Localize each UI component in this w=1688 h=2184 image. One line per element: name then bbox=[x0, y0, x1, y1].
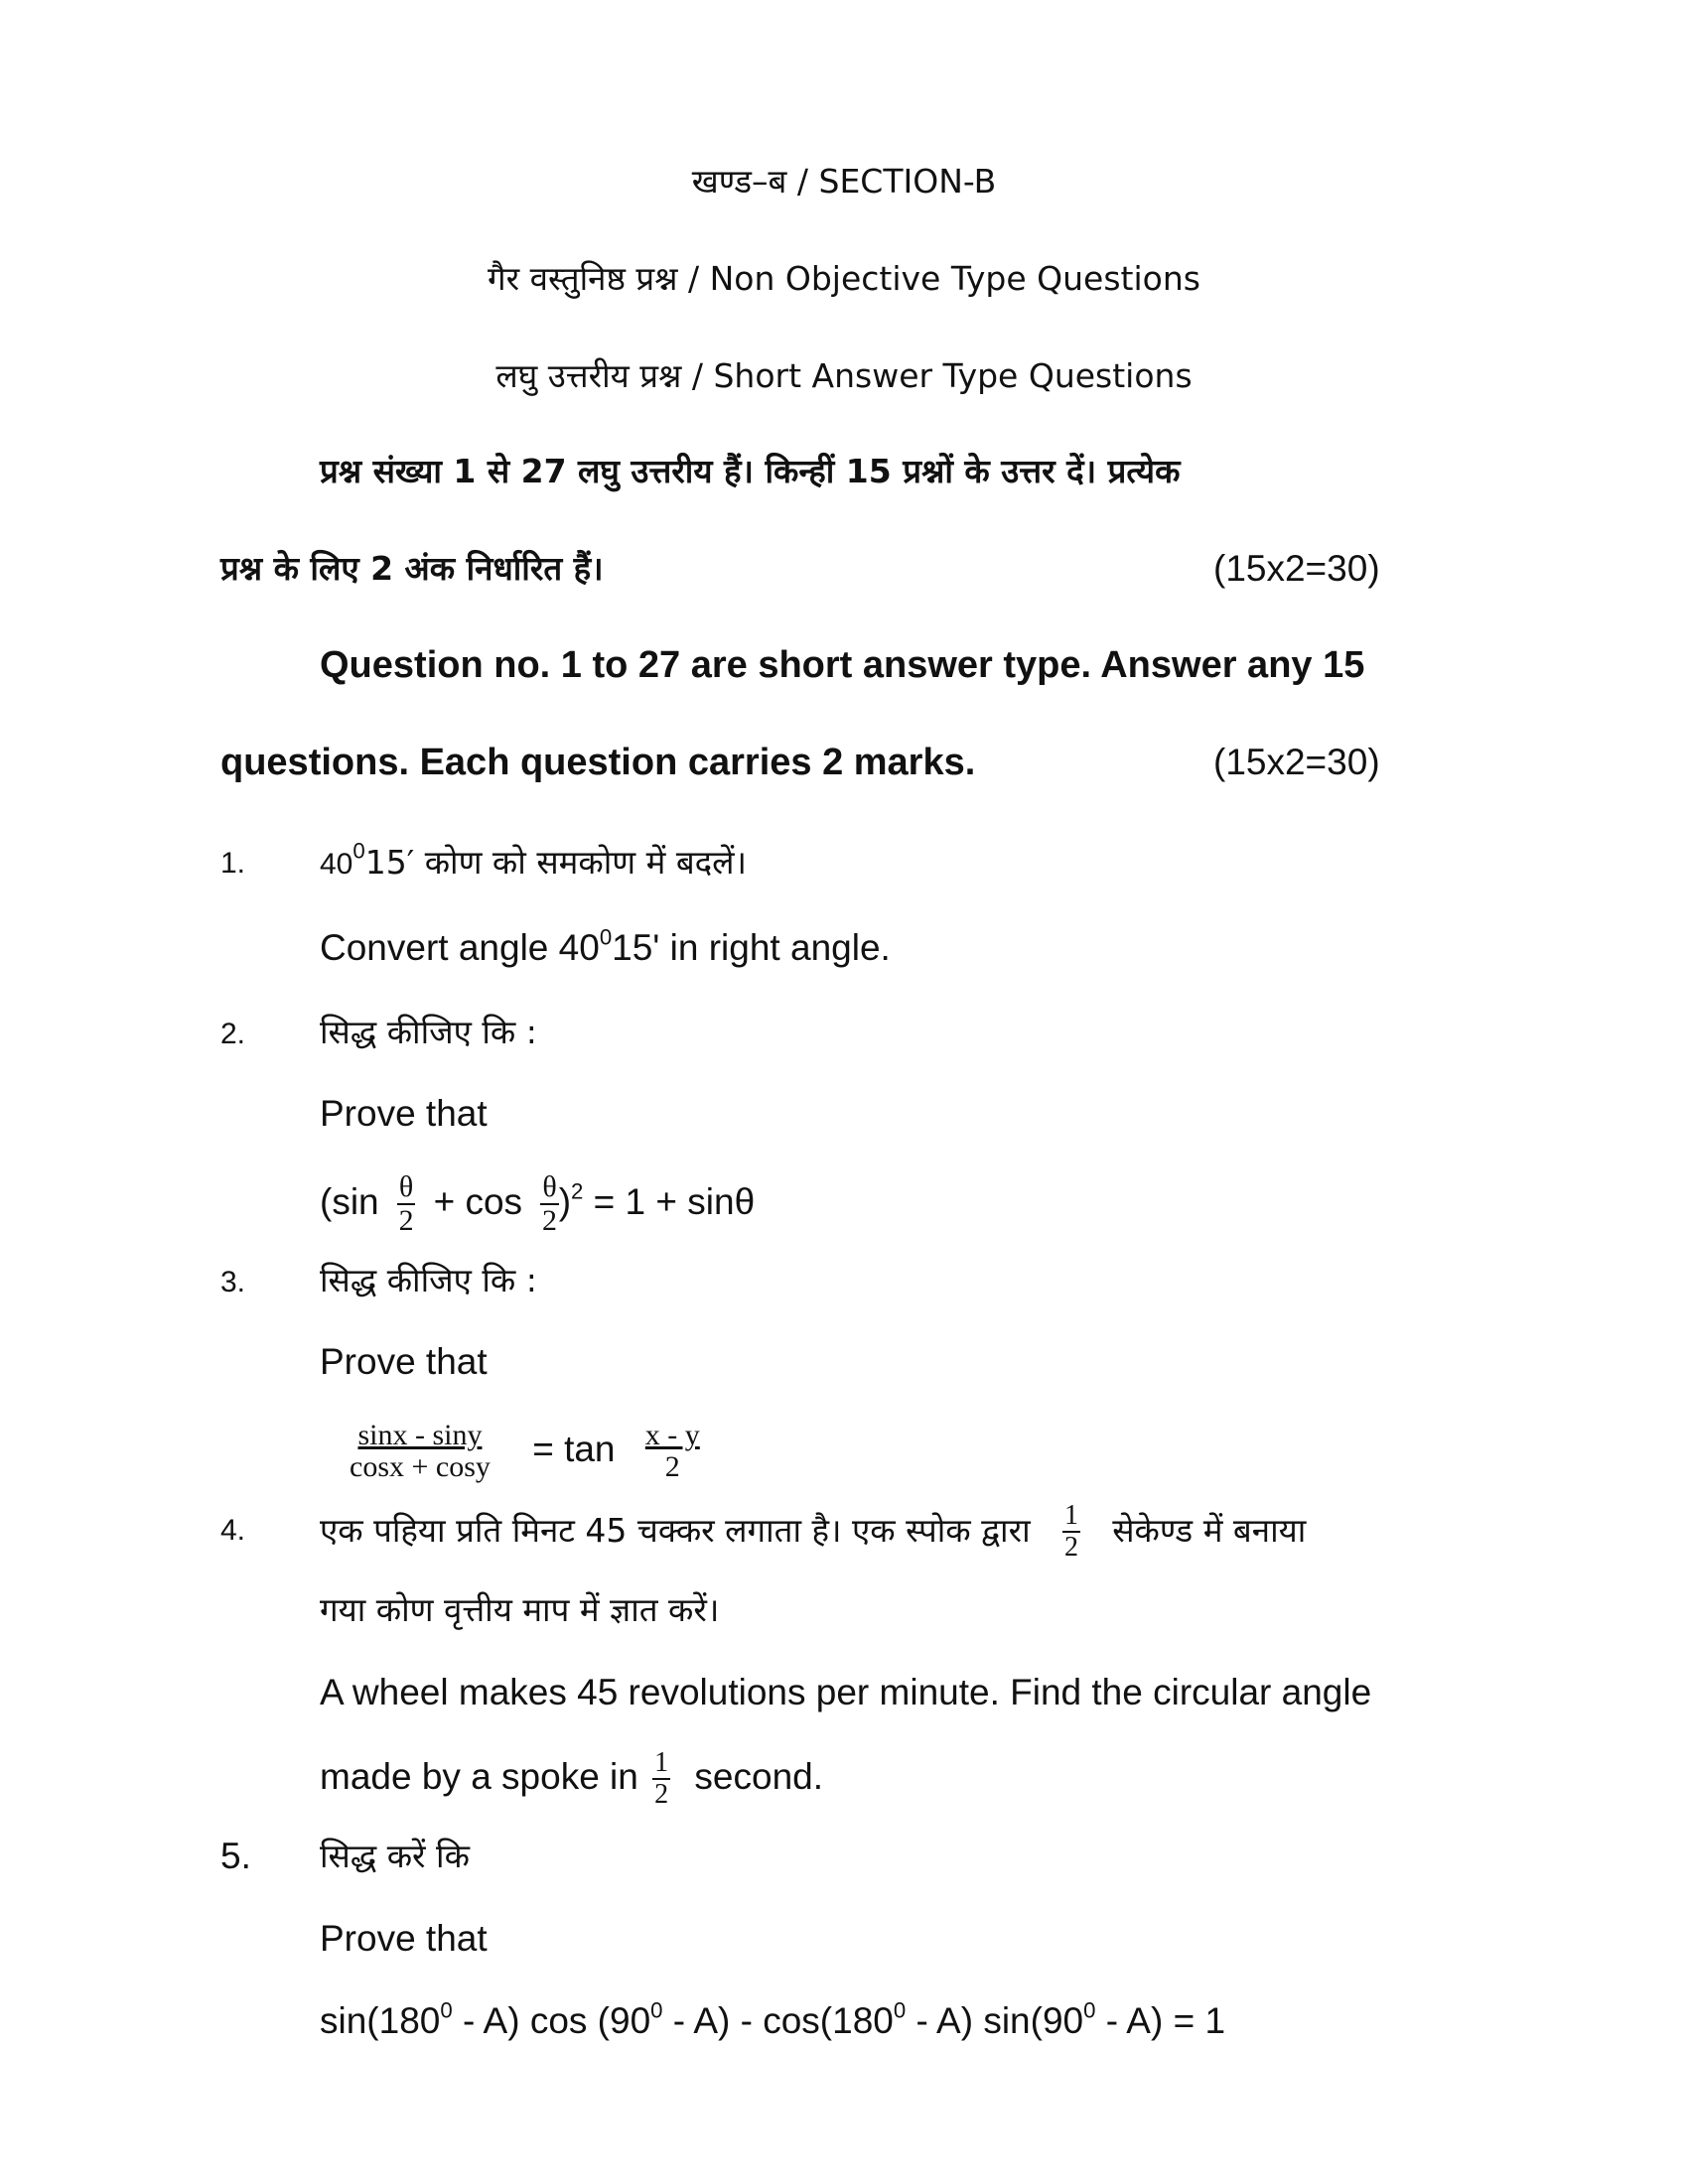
formula-part: + cos bbox=[433, 1181, 523, 1222]
formula-part: ) bbox=[558, 1181, 572, 1222]
question-4-hindi-line1 bbox=[320, 1495, 1306, 1566]
numerator: θ bbox=[398, 1170, 414, 1204]
numerator: sinx - siny bbox=[357, 1419, 483, 1452]
instruction-english-line1: Question no. 1 to 27 are short answer type. Answer any 15 bbox=[320, 644, 1365, 686]
fraction bbox=[540, 1171, 558, 1237]
q4-hindi-post: सेकेण्ड में बनाया bbox=[1112, 1511, 1307, 1550]
numerator: θ bbox=[542, 1170, 557, 1204]
marks-hindi: (15x2=30) bbox=[1213, 548, 1380, 589]
denominator: 2 bbox=[542, 1204, 557, 1238]
question-3-formula bbox=[350, 1410, 710, 1489]
question-category bbox=[0, 256, 1688, 301]
q4-english-post: second. bbox=[694, 1756, 824, 1797]
question-1-hindi bbox=[320, 840, 747, 887]
formula-rhs: = 1 + sinθ bbox=[593, 1181, 756, 1222]
question-5-hindi: सिद्ध करें कि bbox=[320, 1837, 470, 1875]
formula-part: = tan bbox=[532, 1429, 616, 1469]
question-3-english: Prove that bbox=[320, 1341, 488, 1382]
question-number: 4. bbox=[220, 1514, 246, 1547]
q4-hindi-pre: एक पहिया प्रति मिनट 45 चक्कर लगाता है। एक स्पोक द्वारा bbox=[320, 1511, 1031, 1550]
question-4-english-line2 bbox=[320, 1742, 823, 1812]
formula-part: - A) cos (90 bbox=[452, 2000, 651, 2041]
degree-symbol: 0 bbox=[1083, 1997, 1096, 2023]
formula-part: (sin bbox=[320, 1181, 379, 1222]
denominator: 2 bbox=[398, 1204, 414, 1238]
degree-symbol: 0 bbox=[352, 838, 365, 864]
question-2-formula bbox=[320, 1167, 755, 1237]
fraction bbox=[643, 1420, 702, 1483]
denominator: 2 bbox=[664, 1450, 680, 1484]
instruction-hindi-line2: प्रश्न के लिए 2 अंक निर्धारित हैं। bbox=[220, 549, 604, 588]
question-number: 1. bbox=[220, 847, 246, 880]
question-5-english: Prove that bbox=[320, 1918, 488, 1959]
q4-english-pre: made by a spoke in bbox=[320, 1756, 638, 1797]
q1-english-post: 15' in right angle. bbox=[612, 927, 891, 968]
section-title-text: खण्ड–ब / SECTION-B bbox=[691, 162, 997, 201]
numerator: 1 bbox=[654, 1747, 669, 1779]
question-1-english bbox=[320, 926, 891, 970]
instruction-hindi-line1: प्रश्न संख्या 1 से 27 लघु उत्तरीय हैं। किन्हीं 15 प्रश्नों के उत्तर दें। प्रत्येक bbox=[320, 452, 1181, 490]
question-5-formula bbox=[320, 1999, 1225, 2043]
fraction bbox=[350, 1420, 491, 1483]
degree-symbol: 0 bbox=[440, 1997, 453, 2023]
degree-symbol: 0 bbox=[893, 1997, 907, 2023]
formula-part: - A) = 1 bbox=[1095, 2000, 1226, 2041]
formula-part: sin(180 bbox=[320, 2000, 441, 2041]
question-type-text: लघु उत्तरीय प्रश्न / Short Answer Type Questions bbox=[495, 356, 1193, 395]
formula-part: - A) - cos(180 bbox=[662, 2000, 894, 2041]
marks-english: (15x2=30) bbox=[1213, 742, 1380, 782]
question-2-hindi: सिद्ध कीजिए कि : bbox=[320, 1013, 537, 1051]
exponent: 2 bbox=[571, 1178, 584, 1204]
denominator: 2 bbox=[654, 1779, 669, 1811]
question-number: 3. bbox=[220, 1266, 246, 1298]
question-4-hindi-line2: गया कोण वृत्तीय माप में ज्ञात करें। bbox=[320, 1590, 720, 1629]
denominator: cosx + cosy bbox=[350, 1450, 491, 1484]
fraction bbox=[397, 1171, 415, 1237]
q1-hindi-post: 15′ कोण को समकोण में बदलें। bbox=[364, 843, 748, 882]
numerator: x - y bbox=[644, 1419, 700, 1452]
fraction bbox=[1062, 1501, 1080, 1563]
question-2-english: Prove that bbox=[320, 1093, 488, 1134]
instruction-english-line2: questions. Each question carries 2 marks. bbox=[220, 742, 976, 783]
degree-symbol: 0 bbox=[650, 1997, 663, 2023]
q1-english-pre: Convert angle 40 bbox=[320, 927, 600, 968]
question-number: 2. bbox=[220, 1018, 246, 1050]
question-type bbox=[0, 353, 1688, 398]
question-number: 5. bbox=[220, 1836, 251, 1876]
numerator: 1 bbox=[1063, 1500, 1078, 1532]
denominator: 2 bbox=[1063, 1532, 1078, 1564]
question-4-english-line1: A wheel makes 45 revolutions per minute. Find the circular angle bbox=[320, 1672, 1372, 1712]
formula-part: - A) sin(90 bbox=[906, 2000, 1084, 2041]
question-3-hindi: सिद्ध कीजिए कि : bbox=[320, 1261, 537, 1299]
q1-hindi-pre: 40 bbox=[320, 848, 353, 881]
section-title bbox=[0, 159, 1688, 204]
fraction bbox=[652, 1748, 670, 1810]
question-category-text: गैर वस्तुनिष्ठ प्रश्न / Non Objective Type Questions bbox=[488, 259, 1200, 298]
degree-symbol: 0 bbox=[599, 924, 613, 950]
